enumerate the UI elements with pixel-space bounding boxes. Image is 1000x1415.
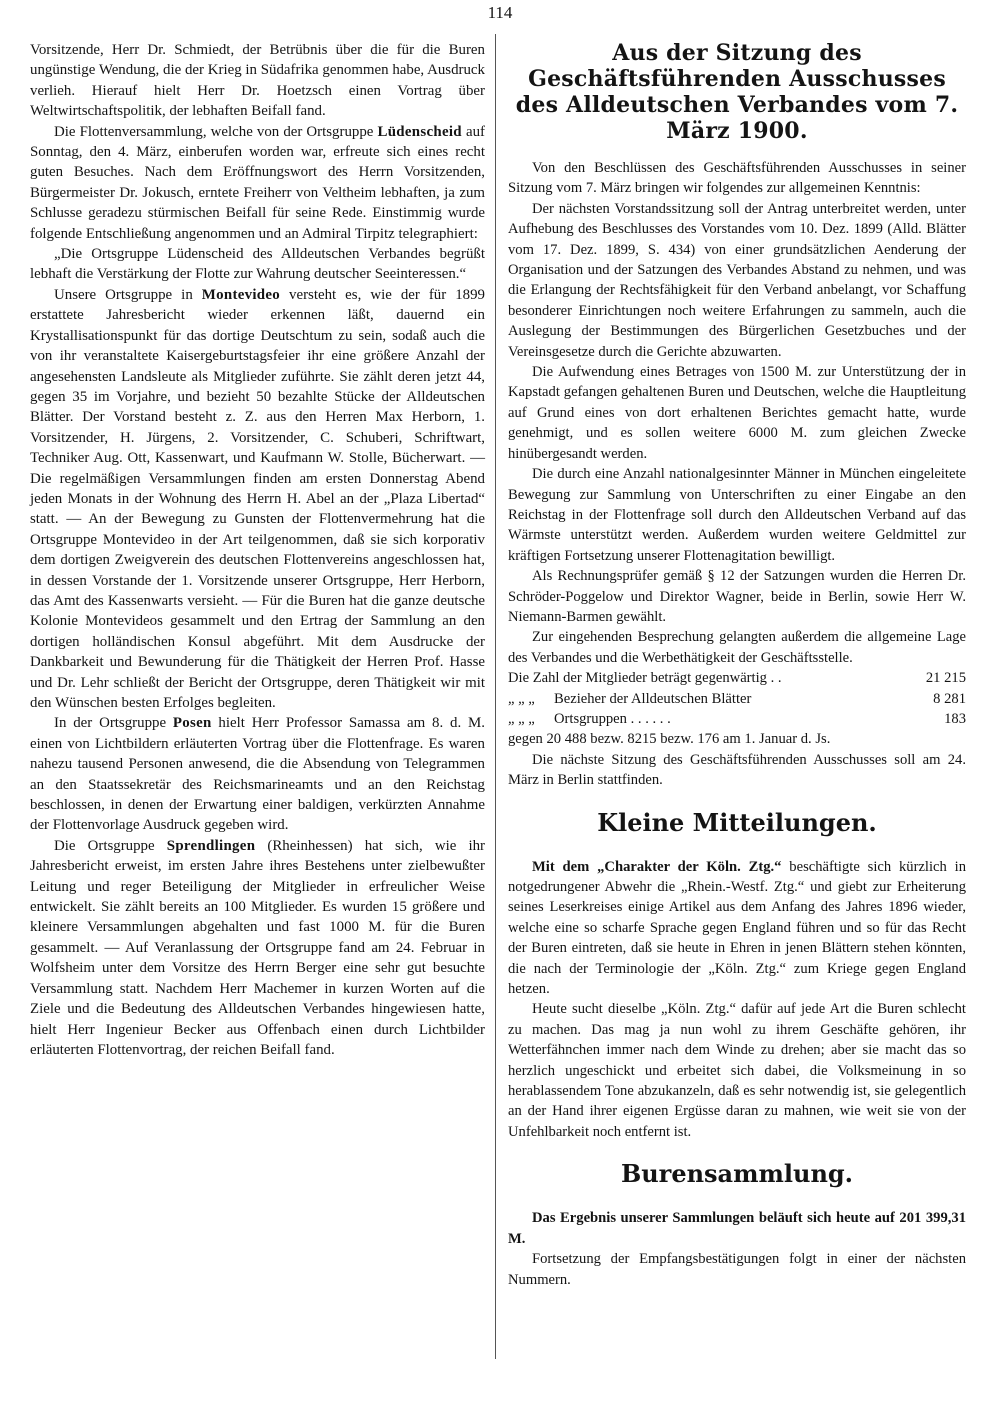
- stats-label: Die Zahl der Mitglieder beträgt gegenwärtig . .: [508, 670, 782, 687]
- resolution-organisation: Der nächsten Vorstandssitzung soll der Antrag unterbreitet werden, unter Aufhebung des Beschlusses des Vorstandes vom 10. Dez. 1899 (Alld. Blätter vom 17. Dez. 1899, S. 434) von einer grundsätzlichen Aenderung der Organisation und der Satzungen des Verbandes Abstand zu nehmen, und was die Erlangung der Rechtsfähigkeit für den Verband anbelangt, vor Schaffung besonderer Einrichtungen noch weitere Erfahrungen zu sammeln, auch die Auslegung der Bestimmungen des Bürgerlichen Gesetzbuches und der Vereinsgesetze durch die Gerichte abzuwarten.: [508, 200, 966, 360]
- paragraph-montevideo: [30, 285, 485, 714]
- paragraph-text: Unsere Ortsgruppe in: [54, 286, 202, 303]
- section-title-kleine-mitteilungen: Kleine Mitteilungen.: [597, 807, 877, 837]
- paragraph-posen: [30, 713, 485, 835]
- next-meeting: Die nächste Sitzung des Geschäftsführenden Ausschusses soll am 24. März in Berlin stattfinden.: [508, 751, 966, 789]
- resolution-support: Die Aufwendung eines Betrages von 1500 M. zur Unterstützung der in Kapstadt gefangen gehaltenen Buren und Deutschen, welche die Hauptleitung auf Grund eines von dort erhaltenen Berichtes gemacht hatte, wurde genehmigt, und es sollen weitere 6000 M. zum gleichen Zwecke hinübergesandt werden.: [508, 364, 966, 462]
- stats-label: Ortsgruppen . . . . . .: [554, 710, 671, 727]
- ditto-mark: „ „ „: [508, 710, 535, 727]
- place-name: Lüdenscheid: [377, 123, 462, 140]
- stats-value: 21 215: [925, 670, 966, 687]
- paragraph-text: (Rheinhessen) hat sich, wie ihr Jahresbericht erweist, im ersten Jahre ihres Bestehens unter zielbewußter Leitung und reger Beteiligung der Mitglieder in erfreulicher Weise entwickelt. Sie zählt bereits an 100 Mitglieder. Es wurden 15 größere und kleinere Versammlungen abgehalten und fast 1000 M. für die Buren gesammelt. — Auf Veranlassung der Ortsgruppe fand am 24. Februar in Wolfsheim unter dem Vorsitze des Herrn Berger eine sehr gut besuchte Versammlung statt. Nachdem Herr Machemer in kurzen Worten auf die Ziele und die Bedeutung des Alldeutschen Verbandes hingewiesen hatte, hielt Herr Ingenieur Becker aus Offenbach einen durch Lichtbilder erläuterten Flottenvortrag, der reichen Beifall fand.: [30, 837, 485, 1058]
- stats-label: Bezieher der Alldeutschen Blätter: [554, 690, 752, 707]
- place-name: Montevideo: [201, 286, 281, 303]
- item-koeln-ztg: [508, 857, 966, 1000]
- resolution-petition: Die durch eine Anzahl nationalgesinnter Männer in München eingeleitete Bewegung zur Sammlung von Unterschriften zu einer Eingabe an den Reichstag in der Flottenfrage soll durch den Alldeutschen Verband auf das Wärmste unterstützt werden. Außerdem wurden weitere Geldmittel zur kräftigen Fortsetzung unserer Flottenagitation bewilligt.: [508, 466, 966, 564]
- quoted-resolution: „Die Ortsgruppe Lüdenscheid des Alldeutschen Verbandes begrüßt lebhaft die Verstärkung der Flotte zur Wahrung deutscher Seeinteressen.“: [30, 246, 485, 283]
- stats-value: 8 281: [933, 690, 966, 707]
- paragraph-luedenscheid: [30, 122, 485, 244]
- stats-value: 183: [944, 710, 966, 727]
- paragraph-text: versteht es, wie der für 1899 erstattete Jahresbericht wieder erkennen läßt, dauernd ein Krystallisationspunkt für das dortige Deutschtum zu sein, sodaß auch die von ihr veranstaltete Kaisergeburtstagsfeier ihr eine größere Anzahl der angesehensten Landsleute als Mitglieder zuführte. Sie zählt deren jetzt 44, gegen 35 im Vorjahre, und bezieht 50 bezahlte Stücke der Alldeutschen Blätter. Der Vorstand besteht z. Z. aus den Herren Max Herborn, 1. Vorsitzender, H. Jürgens, 2. Vorsitzender, C. Schuberi, Schriftwart, Techniker Aug. Ott, Kassenwart, und Kaufmann W. Stolle, Bücherwart. — Die regelmäßigen Versammlungen finden am ersten Donnerstag Abend jeden Monats in der Wohnung des Herrn H. Abel an der „Plaza Libertad“ statt. — An der Bewegung zu Gunsten der Flottenvermehrung hat die Ortsgruppe Montevideo in der Art teilgenommen, daß sie sich korporativ dem dortigen Zweigverein des deutschen Flottenvereins angeschlossen hat, in dessen Vorstande der 1. Vorsitzende unserer Ortsgruppe, Herr Herborn, das Amt des Kassenwarts versieht. — Für die Buren hat die ganze deutsche Kolonie Montevideos gesammelt und den Ertrag der Sammlung an den dortigen holländischen Konsul abgeführt. Mit dem Ausdrucke der Dankbarkeit und Bewunderung für die Thätigkeit der Herren Prof. Hasse und Dr. Lehr schließt der Bericht der Ortsgruppe, deren Thätigkeit wir mit den Wünschen besten Erfolges begleiten.: [30, 286, 485, 711]
- page-number: 114: [487, 3, 513, 22]
- stats-comparison: gegen 20 488 bezw. 8215 bezw. 176 am 1. Januar d. Js.: [508, 731, 831, 748]
- article-title: Aus der Sitzung des Geschäftsführenden Ausschusses des Alldeutschen Verbandes vom 7. März 1900.: [515, 40, 959, 144]
- item-koeln-ztg-continued: Heute sucht dieselbe „Köln. Ztg.“ dafür auf jede Art die Buren schlecht zu machen. Das mag ja nun wohl zu ihrem Geschäfte gehören, ihr Wetterfähnchen immer nach dem Winde zu drehen; aber sie macht das so herzlich ungeschickt und erbeitet sich dabei, die Volksmeinung in so herablassendem Tone abzukanzeln, daß es sehr notwendig ist, sie gelegentlich an der Hand ihrer eigenen Ergüsse daran zu mahnen, wie weit sie von der Unfehlbarkeit noch entfernt ist.: [508, 1001, 966, 1140]
- resolution-discussion: Zur eingehenden Besprechung gelangten außerdem die allgemeine Lage des Verbandes und die Werbethätigkeit der Geschäftsstelle.: [508, 629, 966, 666]
- paragraph-schmiedt: Vorsitzende, Herr Dr. Schmiedt, der Betrübnis über die für die Buren ungünstige Wendung, die der Krieg in Südafrika genommen habe, Ausdruck verlieh. Hierauf hielt Herr Dr. Hoetzsch einen Vortrag über Weltwirtschaftspolitik, der lebhaften Beifall fand.: [30, 42, 485, 120]
- place-name: Sprendlingen: [166, 837, 256, 854]
- place-name: Posen: [172, 715, 212, 732]
- paragraph-text: hielt Herr Professor Samassa am 8. d. M. einen von Lichtbildern erläuterten Vortrag über die Flottenfrage. Es waren nahezu tausend Personen anwesend, die die Absendung von Telegrammen an den Staatssekretär des Reichsmarineamts und an den Reichstag beschlossen, in denen der Erwartung einer baldigen, verkürzten Annahme der Flottenvorlage Ausdruck gegeben wird.: [30, 715, 485, 834]
- paragraph-text: In der Ortsgruppe: [54, 715, 173, 732]
- stats-row: [508, 668, 966, 688]
- left-column: [30, 40, 485, 1060]
- collection-note: Fortsetzung der Empfangsbestätigungen folgt in einer der nächsten Nummern.: [508, 1251, 966, 1288]
- collection-result: Das Ergebnis unserer Sammlungen beläuft sich heute auf 201 399,31 M.: [508, 1210, 966, 1247]
- resolution-auditors: Als Rechnungsprüfer gemäß § 12 der Satzungen wurden die Herren Dr. Schröder-Poggelow und Direktor Wagner, beide in Berlin, sowie Herr W. Niemann-Barmen gewählt.: [508, 568, 966, 625]
- section-title-burensammlung: Burensammlung.: [620, 1159, 854, 1189]
- article-intro: Von den Beschlüssen des Geschäftsführenden Ausschusses in seiner Sitzung vom 7. März bringen wir folgendes zur allgemeinen Kenntnis:: [508, 160, 966, 197]
- paragraph-sprendlingen: [30, 836, 485, 1060]
- right-column: [508, 40, 966, 1290]
- stats-row: [508, 709, 966, 729]
- paragraph-text: Die Flottenversammlung, welche von der Ortsgruppe: [54, 123, 378, 140]
- ditto-mark: „ „ „: [508, 690, 535, 707]
- membership-stats: [508, 668, 966, 729]
- paragraph-text: Die Ortsgruppe: [54, 837, 167, 854]
- stats-row: [508, 689, 966, 709]
- column-rule: [495, 34, 496, 1359]
- paragraph-text: beschäftigte sich kürzlich in notgedrungener Abwehr die „Rhein.-Westf. Ztg.“ und giebt zur Erheiterung seines Leserkreises einige Artikel aus dem Anfang des Jahres 1896 wieder, welche eine so scharfe Sprache gegen England führen und so für das Recht der Buren eintreten, daß sie heute in Ehren in jenen Blättern stehen könnten, die nach der Terminologie der „Köln. Ztg.“ zum Kriege gegen England hetzen.: [508, 858, 966, 998]
- item-lead: Mit dem „Charakter der Köln. Ztg.“: [532, 858, 782, 875]
- paragraph-text: auf Sonntag, den 4. März, einberufen worden war, erfreute sich eines recht guten Besuches. Nach dem Eröffnungswort des Herrn Vorsitzenden, Bürgermeister Dr. Jokusch, erntete Freiherr von Veltheim lebhaften, ja zum Schlusse geradezu stürmischen Beifall für seine Rede. Einstimmig wurde folgende Entschließung angenommen und an Admiral Tirpitz telegraphiert:: [30, 123, 485, 242]
